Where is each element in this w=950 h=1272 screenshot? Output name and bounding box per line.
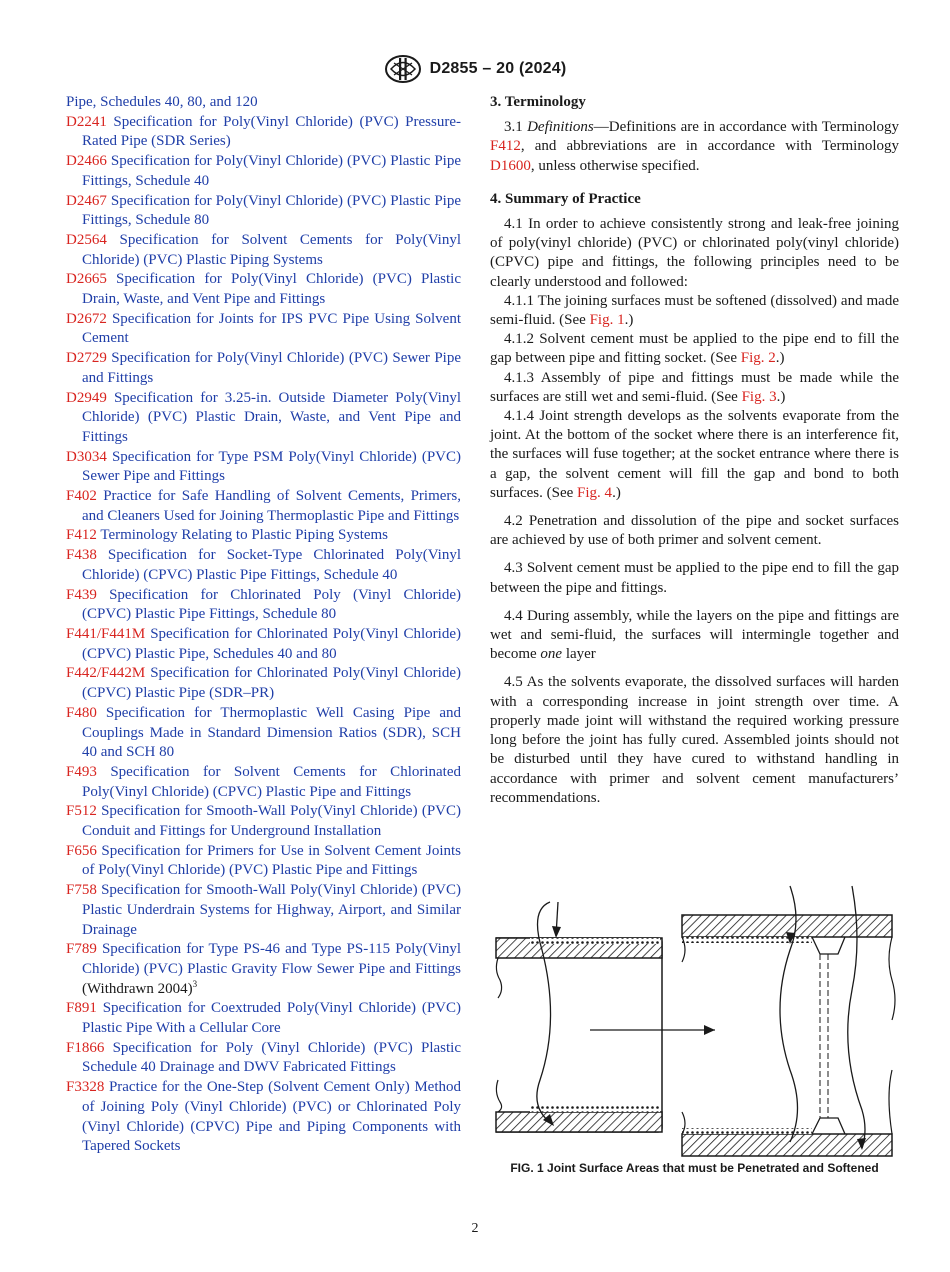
reference-item [66, 842, 461, 881]
paragraph-3-1 [490, 118, 899, 176]
figure-1-joint-diagram [490, 880, 899, 1160]
reference-code-link[interactable]: F438 [66, 547, 97, 564]
reference-title-link[interactable]: Pipe, Schedules 40, 80, and 120 [66, 94, 258, 110]
reference-code-link[interactable]: F512 [66, 803, 97, 820]
reference-title-link[interactable]: Specification for Chlorinated Poly (Vinyl Chloride) (CPVC) Plastic Pipe Fittings, Schedule 80 [82, 586, 461, 623]
reference-title-link[interactable]: Specification for Poly(Vinyl Chloride) (PVC) Pressure-Rated Pipe (SDR Series) [82, 113, 461, 150]
reference-title-link[interactable]: Specification for Poly(Vinyl Chloride) (PVC) Sewer Pipe and Fittings [82, 350, 461, 386]
reference-title-link[interactable]: Specification for Poly(Vinyl Chloride) (PVC) Plastic Drain, Waste, and Vent Pipe and Fittings [82, 271, 461, 308]
reference-code-link[interactable]: F493 [66, 763, 97, 780]
reference-item [66, 93, 461, 113]
link-fig-1[interactable]: Fig. 1 [589, 312, 625, 329]
reference-title-link[interactable]: Specification for Socket-Type Chlorinated Poly(Vinyl Chloride) (CPVC) Plastic Pipe Fittings, Schedule 40 [82, 547, 462, 583]
reference-code-link[interactable]: D3034 [66, 448, 107, 465]
reference-item [66, 152, 461, 191]
paragraph-4-1: 4.1 In order to achieve consistently strong and leak-free joining of poly(vinyl chloride) (PVC) or chlorinated poly(vinyl chloride) (CPVC) pipe and fittings, the following principles need to be clearly understood and followed: [490, 216, 899, 290]
reference-title-link[interactable]: Specification for Poly (Vinyl Chloride) (PVC) Plastic Schedule 40 Drainage and DWV Fabricated Fittings [82, 1039, 461, 1076]
reference-item [66, 940, 461, 999]
right-column [490, 93, 899, 808]
paragraph-4-5: 4.5 As the solvents evaporate, the dissolved surfaces will harden with a corresponding increase in joint strength over time. A properly made joint will withstand the required working pressure long before the joint has fully cured. Assembled joints should not be disturbed until they have cured to withstand handling in accordance with primer and solvent cement manufacturers’ recommendations. [490, 674, 899, 806]
reference-code-link[interactable]: F441/F441M [66, 625, 146, 642]
page-header [0, 54, 950, 84]
reference-title-link[interactable]: Specification for Solvent Cements for Chlorinated Poly(Vinyl Chloride) (CPVC) Plastic Pipe and Fittings [82, 763, 462, 800]
reference-item [66, 270, 461, 309]
link-fig-3[interactable]: Fig. 3 [741, 388, 777, 405]
link-fig-2[interactable]: Fig. 2 [740, 350, 776, 367]
paragraph-text: .) [775, 350, 785, 367]
paragraph-4-1-2 [490, 330, 899, 368]
paragraph-text: .) [612, 484, 621, 501]
reference-item [66, 625, 461, 664]
reference-code-link[interactable]: F412 [66, 527, 97, 544]
reference-title-link[interactable]: Specification for Smooth-Wall Poly(Vinyl Chloride) (PVC) Conduit and Fittings for Underground Installation [82, 803, 461, 840]
reference-code-link[interactable]: F3328 [66, 1079, 105, 1096]
reference-item [66, 448, 461, 487]
reference-code-link[interactable]: D2241 [66, 113, 107, 130]
pipe-section [496, 938, 662, 1132]
paragraph-number: 3.1 [504, 119, 523, 136]
reference-code-link[interactable]: F758 [66, 882, 97, 899]
paragraph-text: 4.1.1 The joining surfaces must be softened (dissolved) and made semi-fluid. (See [490, 292, 899, 329]
reference-title-link[interactable]: Practice for Safe Handling of Solvent Cements, Primers, and Cleaners Used for Joining Thermoplastic Pipe and Fittings [82, 488, 462, 524]
paragraph-text: , and abbreviations are in accordance with Terminology [520, 138, 899, 155]
paragraph-text: 4.1.3 Assembly of pipe and fittings must be made while the surfaces are still wet and semi-fluid. (See [490, 369, 899, 405]
reference-item [66, 113, 461, 152]
document-id: D2855 – 20 (2024) [429, 60, 567, 77]
reference-title-link[interactable]: Practice for the One-Step (Solvent Cement Only) Method of Joining Poly (Vinyl Chloride) (PVC) or Chlorinated Poly (Vinyl Chloride) (CPVC) Pipe and Piping Components with Tapered Sockets [82, 1079, 461, 1155]
reference-code-link[interactable]: D2564 [66, 231, 107, 248]
reference-item [66, 704, 461, 763]
paragraph-text: 4.1.2 Solvent cement must be applied to the pipe end to fill the gap between pipe and fitting socket. (See [490, 331, 899, 367]
reference-item [66, 546, 461, 585]
definitions-label: Definitions [527, 119, 594, 136]
reference-title-link[interactable]: Specification for Type PSM Poly(Vinyl Chloride) (PVC) Sewer Pipe and Fittings [82, 448, 462, 485]
reference-title-link[interactable]: Specification for Type PS-46 and Type PS-115 Poly(Vinyl Chloride) (PVC) Plastic Gravity Flow Sewer Pipe and Fittings [82, 941, 462, 977]
reference-note: (Withdrawn 2004) [82, 980, 193, 997]
fitting-socket [682, 915, 895, 1156]
reference-title-link[interactable]: Specification for 3.25-in. Outside Diameter Poly(Vinyl Chloride) (PVC) Plastic Drain, Waste, and Vent Pipe and Fittings [82, 389, 462, 445]
reference-title-link[interactable]: Terminology Relating to Plastic Piping Systems [100, 527, 389, 544]
paragraph-text: .) [624, 312, 634, 329]
reference-title-link[interactable]: Specification for Smooth-Wall Poly(Vinyl Chloride) (PVC) Plastic Underdrain Systems for Highway, Airport, and Similar Drainage [82, 882, 461, 938]
reference-code-link[interactable]: D2949 [66, 389, 107, 406]
reference-title-link[interactable]: Specification for Primers for Use in Solvent Cement Joints of Poly(Vinyl Chloride) (PVC) Plastic Pipe and Fittings [82, 842, 462, 879]
link-d1600[interactable]: D1600 [490, 157, 531, 174]
reference-code-link[interactable]: D2672 [66, 310, 107, 327]
paragraph-text: , unless otherwise specified. [530, 157, 700, 174]
reference-code-link[interactable]: F656 [66, 842, 97, 859]
footnote-marker: 3 [192, 978, 198, 989]
reference-item [66, 349, 461, 388]
paragraph-text: 4.4 During assembly, while the layers on the pipe and fittings are wet and semi-fluid, the surfaces will intermingle together and become [490, 607, 899, 663]
reference-title-link[interactable]: Specification for Chlorinated Poly(Vinyl Chloride) (CPVC) Plastic Pipe (SDR–PR) [82, 665, 461, 702]
reference-title-link[interactable]: Specification for Coextruded Poly(Vinyl Chloride) (PVC) Plastic Pipe With a Cellular Core [82, 1000, 462, 1037]
reference-item [66, 881, 461, 940]
reference-item [66, 999, 461, 1038]
reference-title-link[interactable]: Specification for Chlorinated Poly(Vinyl Chloride) (CPVC) Plastic Pipe, Schedules 40 and 80 [82, 625, 461, 662]
reference-item [66, 763, 461, 802]
reference-item [66, 1078, 461, 1157]
reference-title-link[interactable]: Specification for Solvent Cements for Poly(Vinyl Chloride) (PVC) Plastic Piping Systems [82, 231, 461, 268]
reference-code-link[interactable]: F480 [66, 704, 97, 721]
paragraph-text: —Definitions are in accordance with Terminology [593, 119, 899, 136]
section-4-heading: 4. Summary of Practice [490, 190, 641, 207]
reference-title-link[interactable]: Specification for Poly(Vinyl Chloride) (PVC) Plastic Pipe Fittings, Schedule 40 [82, 153, 461, 189]
reference-code-link[interactable]: F402 [66, 488, 97, 505]
paragraph-text: layer [562, 646, 596, 663]
reference-code-link[interactable]: F891 [66, 1000, 97, 1017]
paragraph-4-1-4 [490, 407, 899, 503]
paragraph-4-1-3 [490, 369, 899, 407]
referenced-documents-list [66, 93, 461, 1157]
link-f412[interactable]: F412 [490, 138, 521, 155]
section-3-heading: 3. Terminology [490, 94, 586, 110]
reference-item [66, 586, 461, 625]
reference-title-link[interactable]: Specification for Thermoplastic Well Casing Pipe and Couplings Made in Standard Dimension Ratios (SDR), SCH 40 and SCH 80 [82, 704, 462, 761]
reference-code-link[interactable]: D2665 [66, 271, 107, 288]
reference-code-link[interactable]: F442/F442M [66, 665, 146, 682]
figure-1-caption: FIG. 1 Joint Surface Areas that must be Penetrated and Softened [510, 1161, 879, 1175]
reference-code-link[interactable]: F789 [66, 941, 97, 958]
page-number: 2 [471, 1221, 479, 1236]
reference-item [66, 192, 461, 231]
reference-code-link[interactable]: D2467 [66, 192, 107, 209]
paragraph-text: .) [776, 388, 786, 405]
reference-title-link[interactable]: Specification for Poly(Vinyl Chloride) (PVC) Plastic Pipe Fittings, Schedule 80 [82, 192, 461, 229]
paragraph-4-4 [490, 607, 899, 665]
reference-item [66, 389, 461, 448]
reference-code-link[interactable]: F1866 [66, 1039, 105, 1056]
reference-code-link[interactable]: F439 [66, 586, 97, 603]
reference-code-link[interactable]: D2729 [66, 350, 107, 367]
reference-item [66, 1039, 461, 1078]
paragraph-4-1-1 [490, 292, 899, 330]
link-fig-4[interactable]: Fig. 4 [577, 484, 613, 501]
reference-item [66, 310, 461, 349]
astm-logo-icon [384, 54, 422, 84]
emphasis-text: one [540, 646, 563, 663]
reference-item [66, 487, 461, 526]
reference-item [66, 526, 461, 546]
reference-item [66, 664, 461, 703]
paragraph-4-2: 4.2 Penetration and dissolution of the pipe and socket surfaces are achieved by use of both primer and solvent cement. [490, 513, 899, 549]
paragraph-text: 4.1.4 Joint strength develops as the solvents evaporate from the joint. At the bottom of the socket where there is an interference fit, the surfaces will fuse together; at the socket entrance where there is a gap, the solvent cement will fill the gap and bond to both surfaces. (See [490, 408, 899, 501]
reference-item [66, 231, 461, 270]
reference-code-link[interactable]: D2466 [66, 153, 107, 170]
reference-item [66, 802, 461, 841]
reference-title-link[interactable]: Specification for Joints for IPS PVC Pipe Using Solvent Cement [82, 310, 462, 347]
paragraph-4-3: 4.3 Solvent cement must be applied to the pipe end to fill the gap between the pipe and fittings. [490, 560, 899, 596]
